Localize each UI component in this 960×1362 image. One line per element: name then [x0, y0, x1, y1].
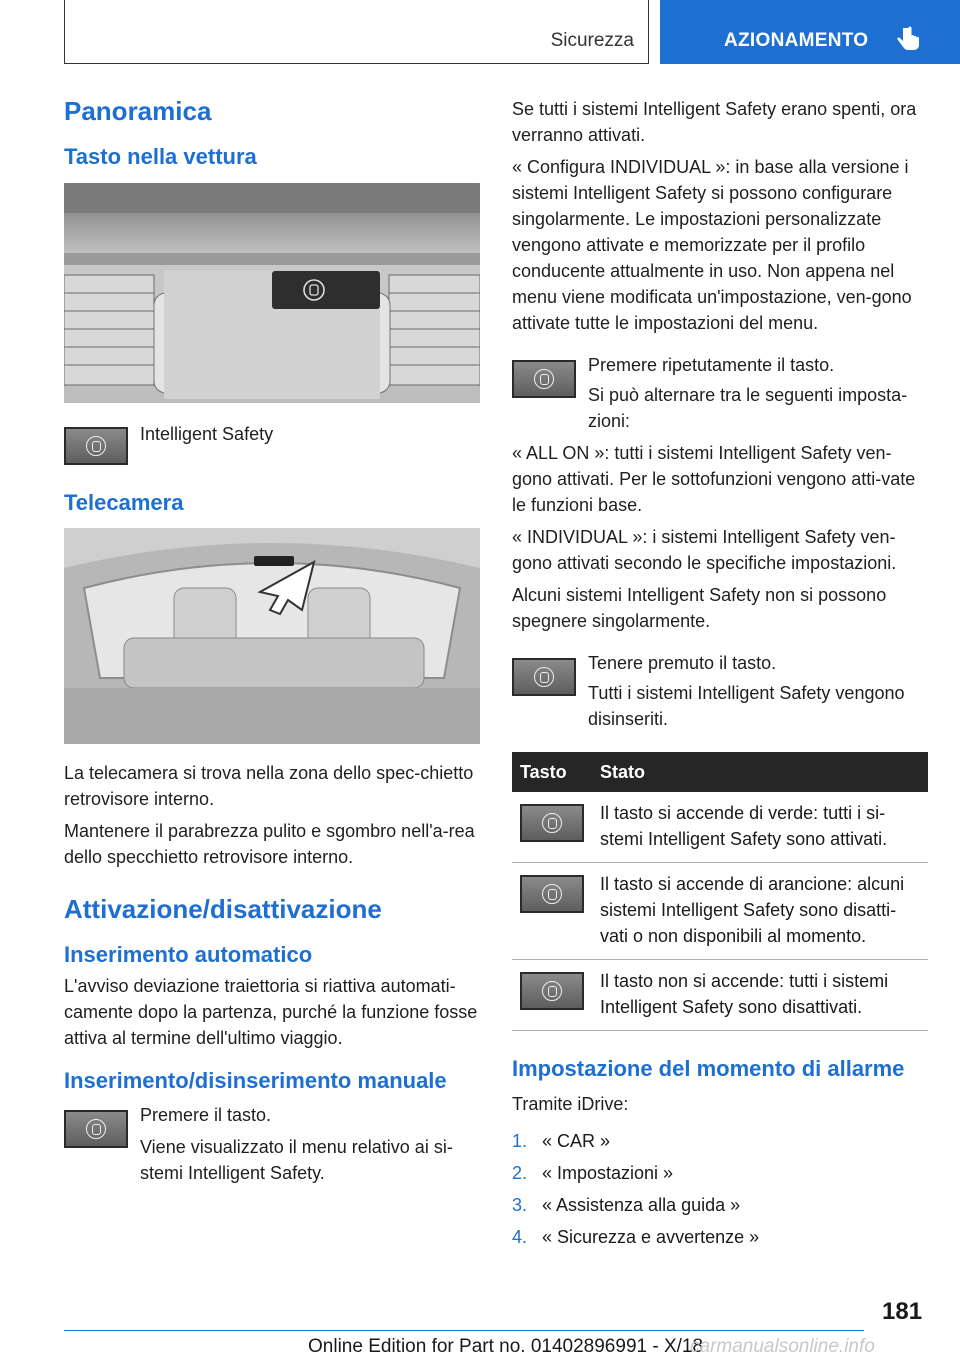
manual-row: [64, 1102, 482, 1186]
configure-individual-text: « Configura INDIVIDUAL »: in base alla versione i sistemi Intelligent Safety si possono configurare singolarmente. Le impostazioni personalizzate vengono attivate e memorizzate per il profilo conducente attualmente in uso. Non appena nel menu viene modificata un'impostazione, ven-gono attivate tutte le impostazioni del menu.: [512, 157, 912, 333]
all-off-text: Se tutti i sistemi Intelligent Safety erano spenti, ora verranno attivati.: [512, 99, 917, 145]
section-title-activation: Attivazione/disattivazione: [64, 894, 382, 925]
intelligent-safety-button-icon: [520, 804, 584, 842]
intelligent-safety-caption: Intelligent Safety: [140, 423, 274, 444]
automatic-text: L'avviso deviazione traiettoria si riattiva automati-camente dopo la partenza, purché la funzione fosse attiva al termine dell'ultimo viaggio.: [64, 975, 478, 1048]
page-number: 181: [882, 1298, 923, 1325]
header-section-tab: [64, 0, 649, 64]
table-cell-status: Il tasto non si accende: tutti i sistemi Intelligent Safety sono disattivati.: [592, 960, 928, 1031]
idrive-steps: [512, 1125, 930, 1253]
section-title-overview: Panoramica: [64, 96, 212, 126]
watermark: carmanualsonline.info: [690, 1336, 875, 1357]
some-systems-text: Alcuni sistemi Intelligent Safety non si possono spegnere singolarmente.: [512, 585, 887, 631]
intelligent-safety-button-icon: [512, 360, 576, 398]
left-column: [64, 96, 482, 1186]
camera-interior-photo: [64, 528, 480, 744]
subtitle-camera: Telecamera: [64, 489, 184, 515]
intelligent-safety-button-row: [64, 419, 482, 465]
subtitle-alarm-timing: Impostazione del momento di allarme: [512, 1056, 905, 1081]
header-chapter-label: AZIONAMENTO: [724, 30, 869, 51]
manual-step-1: Premere il tasto.: [140, 1105, 272, 1126]
footer-divider: [64, 1330, 864, 1331]
table-row: [512, 863, 928, 960]
press-repeatedly-row: [512, 352, 930, 434]
table-cell-status: Il tasto si accende di arancione: alcuni sistemi Intelligent Safety sono disatti-vati o non disponibili al momento.: [592, 863, 928, 960]
table-header-row: [512, 752, 928, 792]
subtitle-button-in-car: Tasto nella vettura: [64, 144, 257, 170]
table-row: [512, 792, 928, 863]
list-item: 4. « Sicurezza e avvertenze »: [512, 1226, 760, 1247]
idrive-text: Tramite iDrive:: [512, 1093, 629, 1114]
individual-text: « INDIVIDUAL »: i sistemi Intelligent Safety ven-gono attivati secondo le specifiche impostazioni.: [512, 527, 897, 573]
press-repeatedly-text: Premere ripetutamente il tasto.: [588, 355, 835, 375]
intelligent-safety-button-icon: [64, 1110, 128, 1148]
hand-pointer-icon: [894, 24, 924, 54]
list-item: 2. « Impostazioni »: [512, 1162, 674, 1183]
subtitle-automatic: Inserimento automatico: [64, 942, 313, 968]
intelligent-safety-button-icon: [520, 875, 584, 913]
all-on-text: « ALL ON »: tutti i sistemi Intelligent Safety ven-gono attivati. Per le sottofunzioni vengono atti-vate le funzioni base.: [512, 443, 916, 515]
right-column: [512, 96, 930, 1253]
intelligent-safety-button-icon: [512, 658, 576, 696]
all-disabled-text: Tutti i sistemi Intelligent Safety vengono disinseriti.: [588, 683, 905, 729]
table-row: [512, 960, 928, 1031]
camera-clean-text: Mantenere il parabrezza pulito e sgombro nell'a-rea dello specchietto retrovisore interno.: [64, 821, 475, 868]
dashboard-button-photo: [64, 183, 480, 403]
camera-location-text: La telecamera si trova nella zona dello spec-chietto retrovisore interno.: [64, 763, 474, 810]
table-cell-status: Il tasto si accende di verde: tutti i si-stemi Intelligent Safety sono attivati.: [592, 792, 928, 863]
subtitle-manual: Inserimento/disinserimento manuale: [64, 1067, 447, 1093]
header-chapter-tab: [660, 0, 960, 64]
alternate-settings-text: Si può alternare tra le seguenti imposta-zioni:: [588, 385, 908, 431]
list-item: 1. « CAR »: [512, 1130, 611, 1151]
table-header-button: Tasto: [512, 752, 592, 792]
table-header-status: Stato: [592, 752, 928, 792]
footer-edition: Online Edition for Part no. 01402896991 - X/18: [308, 1336, 704, 1357]
status-table: [512, 752, 928, 1031]
manual-step-2: Viene visualizzato il menu relativo ai si-stemi Intelligent Safety.: [140, 1137, 453, 1184]
hold-row: [512, 650, 930, 732]
header-section-label: Sicurezza: [550, 30, 634, 51]
intelligent-safety-button-icon: [520, 972, 584, 1010]
hold-text: Tenere premuto il tasto.: [588, 653, 777, 673]
list-item: 3. « Assistenza alla guida »: [512, 1194, 741, 1215]
intelligent-safety-button-icon: [64, 427, 128, 465]
